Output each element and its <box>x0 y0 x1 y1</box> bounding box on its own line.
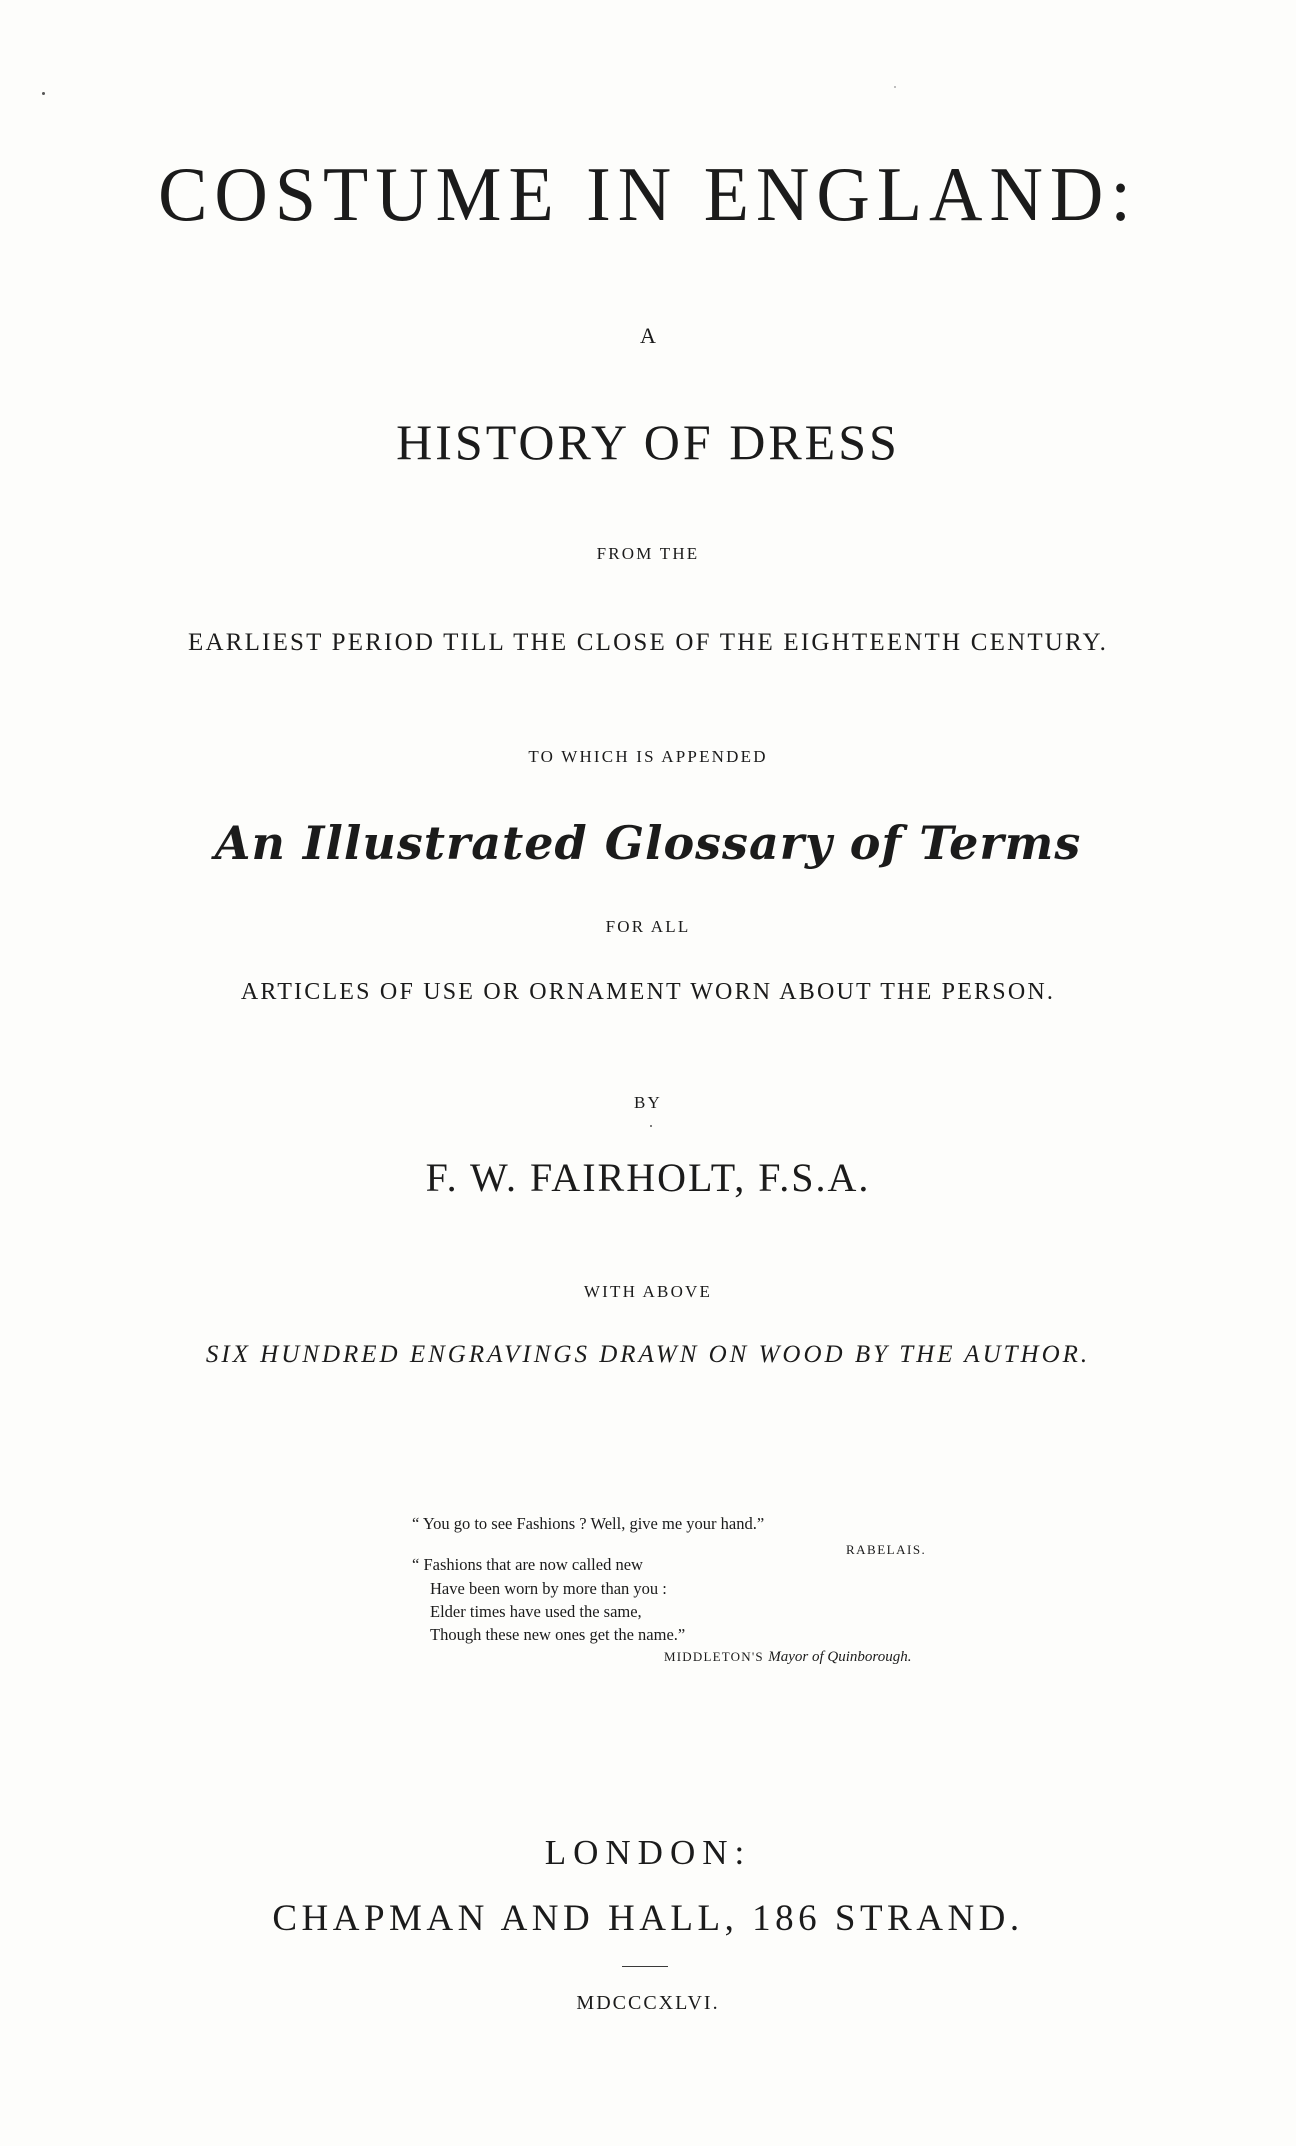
epigraph-quote-2-line-1: “ Fashions that are now called new <box>412 1555 643 1574</box>
epigraph-attribution-1: RABELAIS. <box>846 1542 927 1557</box>
for-all-label: FOR ALL <box>605 917 691 936</box>
engravings-line: SIX HUNDRED ENGRAVINGS DRAWN ON WOOD BY THE AUTHOR. <box>205 1341 1091 1368</box>
from-the-label: FROM THE <box>596 544 700 563</box>
epigraph-quote-2-line-3: Elder times have used the same, <box>430 1602 642 1621</box>
paper-speck <box>894 86 896 88</box>
imprint-date: MDCCCXLVI. <box>576 1992 720 2014</box>
epigraph-quote-1: “ You go to see Fashions ? Well, give me your hand.” <box>412 1514 765 1533</box>
main-title: COSTUME IN ENGLAND: <box>158 151 1138 239</box>
epigraph-quote-2-line-4: Though these new ones get the name.” <box>430 1625 686 1644</box>
epigraph-attribution-2 <box>664 1650 911 1665</box>
with-above-label: WITH ABOVE <box>583 1282 713 1301</box>
epigraph-quote-2-line-2: Have been worn by more than you : <box>430 1579 667 1598</box>
glossary-heading: An Illustrated Glossary of Terms <box>214 816 1082 870</box>
imprint-city: LONDON: <box>544 1833 752 1872</box>
appended-label: TO WHICH IS APPENDED <box>528 747 768 766</box>
articles-line: ARTICLES OF USE OR ORNAMENT WORN ABOUT THE PERSON. <box>240 979 1056 1005</box>
imprint-rule <box>622 1966 668 1967</box>
by-label: BY <box>633 1093 663 1112</box>
imprint-publisher: CHAPMAN AND HALL, 186 STRAND. <box>272 1898 1024 1939</box>
attribution-2-work: Mayor of Quinborough. <box>768 1649 912 1665</box>
article-a: A <box>640 323 656 348</box>
period-line: EARLIEST PERIOD TILL THE CLOSE OF THE EIGHTEENTH CENTURY. <box>187 629 1109 656</box>
paper-speck <box>42 92 45 95</box>
author-name: F. W. FAIRHOLT, F.S.A. <box>425 1155 871 1200</box>
subtitle-history-of-dress: HISTORY OF DRESS <box>396 414 900 470</box>
paper-speck <box>650 1125 652 1127</box>
attribution-2-author: MIDDLETON'S <box>664 1649 764 1664</box>
